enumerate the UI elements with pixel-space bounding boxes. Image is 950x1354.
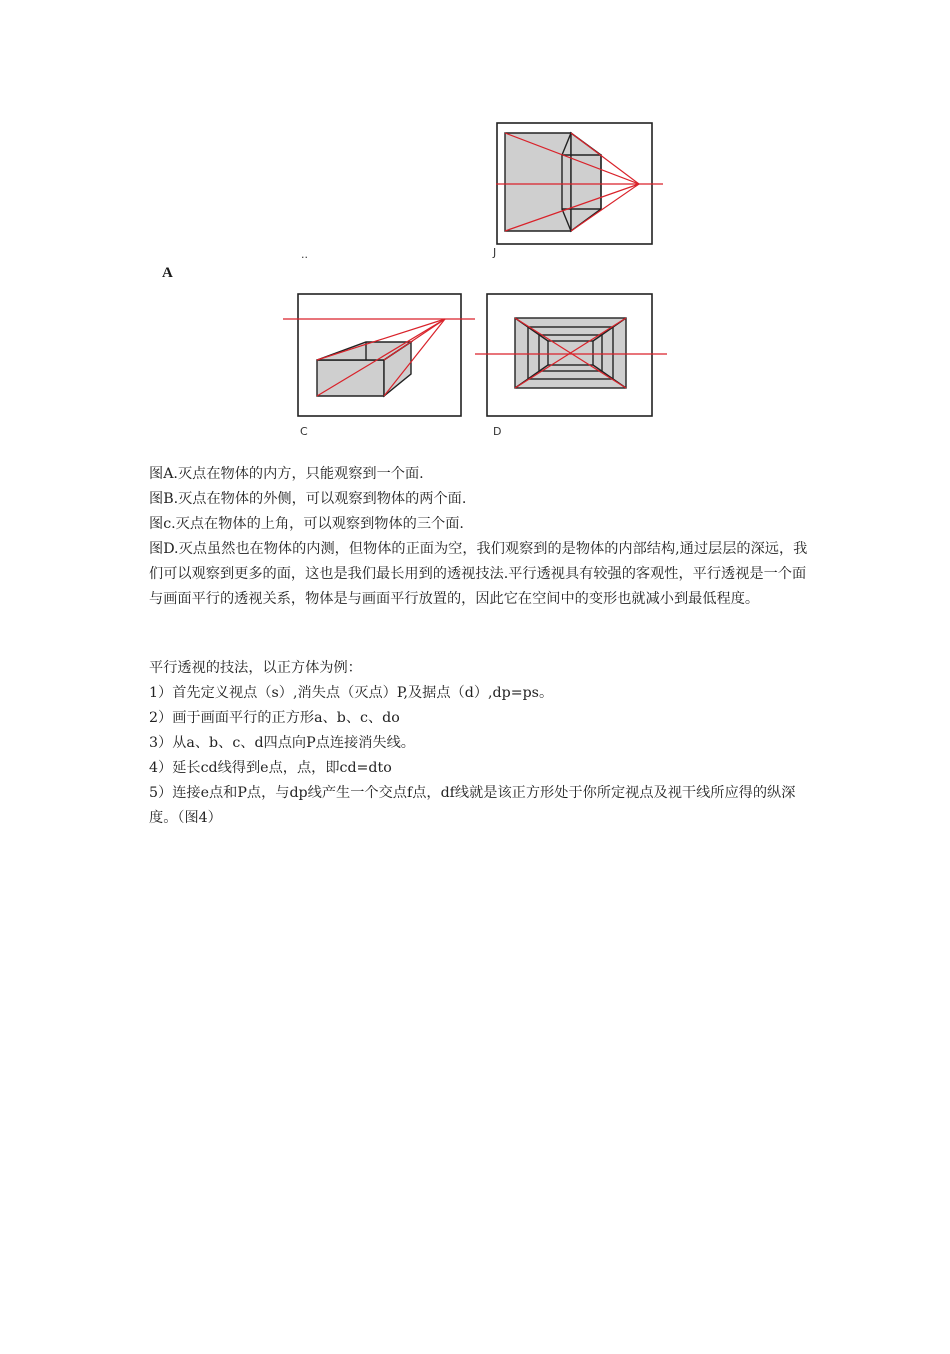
method-section bbox=[149, 656, 809, 831]
method-step: 5）连接e点和P点，与dp线产生一个交点f点，df线就是该正方形处于你所定视点及视干线所应得的纵深度。（图4） bbox=[149, 785, 796, 826]
figure-c-letter: C bbox=[300, 425, 308, 438]
figure-d-letter: D bbox=[493, 425, 502, 438]
caption-a: 图A.灭点在物体的内方，只能观察到一个面. bbox=[149, 466, 424, 482]
figure-c bbox=[283, 292, 478, 420]
figure-captions bbox=[149, 462, 809, 612]
method-step: 2）画于画面平行的正方形a、b、c、do bbox=[149, 710, 400, 726]
figure-group-label: A bbox=[162, 265, 173, 281]
method-step: 3）从a、b、c、d四点向P点连接消失线。 bbox=[149, 735, 415, 751]
figure-d bbox=[475, 292, 670, 420]
figure-a-letter: .. bbox=[301, 248, 308, 261]
figure-b-letter: J bbox=[493, 246, 497, 259]
method-title: 平行透视的技法，以正方体为例： bbox=[149, 660, 362, 676]
caption-d: 图D.灭点虽然也在物体的内测，但物体的正面为空，我们观察到的是物体的内部结构,通过层层的深远，我们可以观察到更多的面，这也是我们最长用到的透视技法.平行透视具有较强的客观性，平行透视是一个面与画面平行的透视关系，物体是与画面平行放置的，因此它在空间中的变形也就减小到最低程度。 bbox=[149, 541, 808, 607]
caption-c: 图c.灭点在物体的上角，可以观察到物体的三个面. bbox=[149, 516, 464, 532]
method-step: 4）延长cd线得到e点，点，即cd=dto bbox=[149, 760, 392, 776]
caption-b: 图B.灭点在物体的外侧，可以观察到物体的两个面. bbox=[149, 491, 467, 507]
figure-b bbox=[496, 121, 666, 246]
method-step: 1）首先定义视点（s）,消失点（灭点）P,及据点（d）,dp=ps。 bbox=[149, 685, 554, 701]
